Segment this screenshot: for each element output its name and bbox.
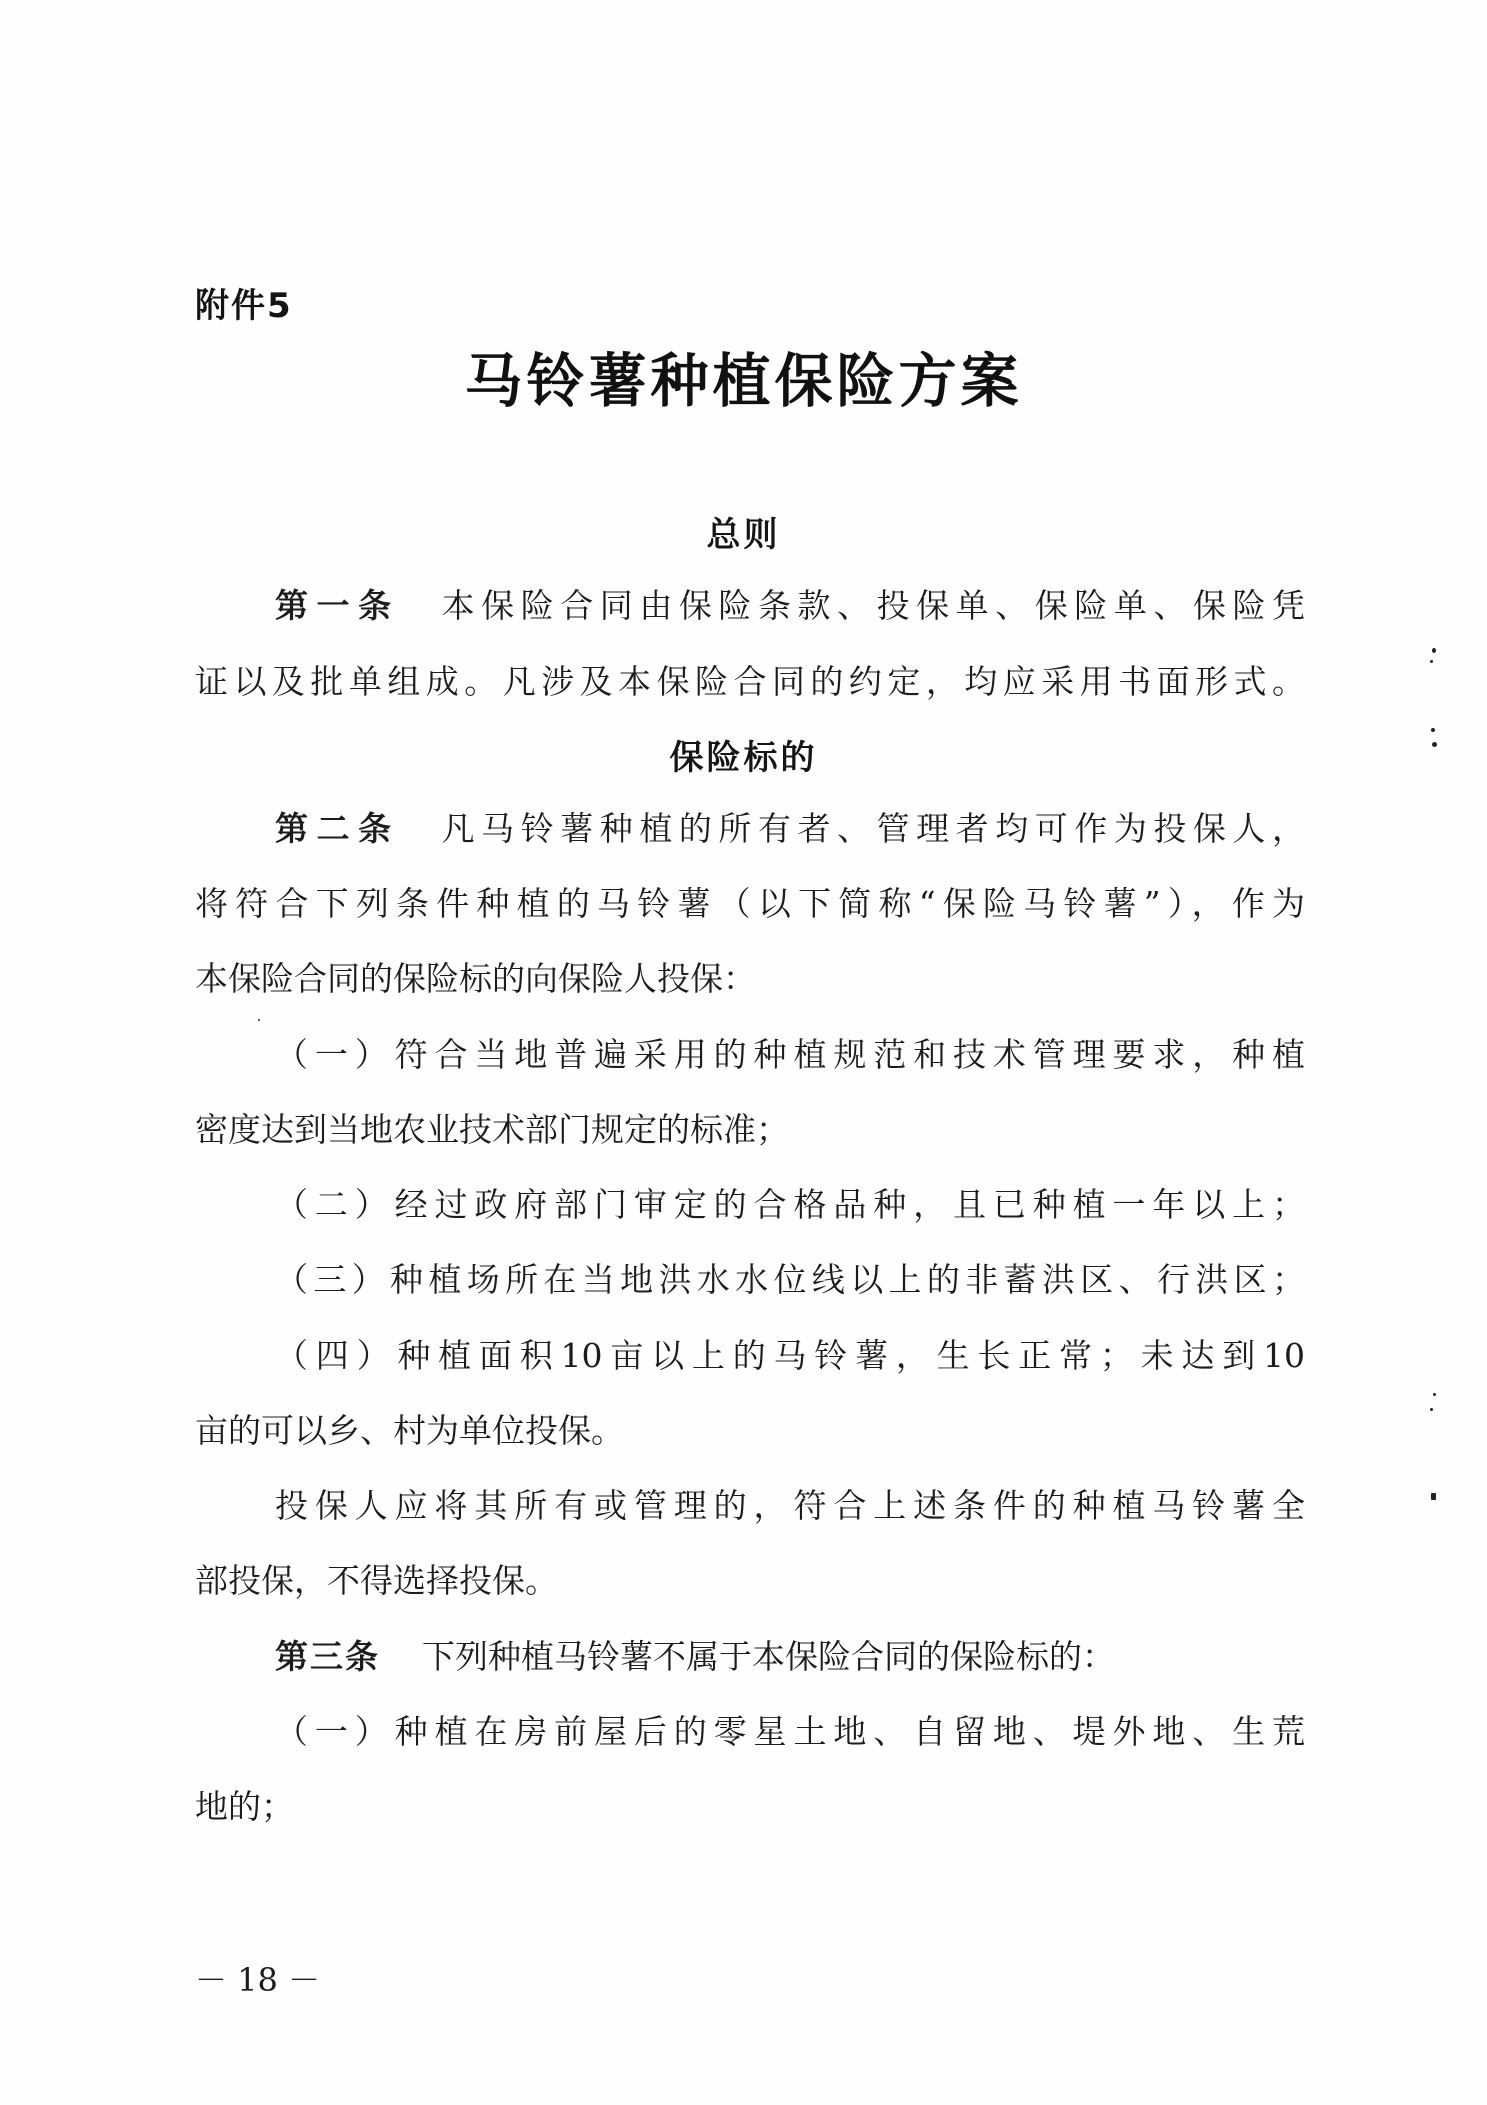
scan-speck xyxy=(1432,742,1437,747)
scan-speck xyxy=(1433,1393,1436,1396)
scan-speck xyxy=(1430,1408,1433,1411)
article-1-label: 第一条 xyxy=(275,586,400,625)
scan-speck xyxy=(1431,728,1435,732)
article-2-item-2: （二）经过政府部门审定的合格品种，且已种植一年以上； xyxy=(275,1185,1305,1224)
section-heading-general: 总则 xyxy=(706,515,781,555)
article-3-item-1-line-2: 地的； xyxy=(195,1787,294,1826)
scan-speck xyxy=(1431,1493,1436,1500)
article-3-label: 第三条 xyxy=(275,1637,380,1676)
section-heading-subject: 保险标的 xyxy=(669,738,818,778)
article-2-note-line-1: 投保人应将其所有或管理的，符合上述条件的种植马铃薯全 xyxy=(275,1486,1305,1525)
article-2-line-3: 本保险合同的保险标的向保险人投保： xyxy=(195,959,756,998)
article-2-text-1: 凡马铃薯种植的所有者、管理者均可作为投保人， xyxy=(441,809,1305,848)
article-3-text-1: 下列种植马铃薯不属于本保险合同的保险标的： xyxy=(422,1637,1115,1676)
article-1-line-2: 证以及批单组成。凡涉及本保险合同的约定，均应采用书面形式。 xyxy=(195,662,1305,701)
document-title: 马铃薯种植保险方案 xyxy=(464,347,1023,415)
article-2-item-3: （三）种植场所在当地洪水水位线以上的非蓄洪区、行洪区； xyxy=(275,1260,1305,1299)
article-1-line-1 xyxy=(275,582,1305,630)
article-2-item-1-line-1: （一）符合当地普遍采用的种植规范和技术管理要求，种植 xyxy=(275,1035,1305,1074)
scan-speck xyxy=(258,1019,260,1021)
scan-speck xyxy=(1430,660,1433,663)
article-2-note-line-2: 部投保，不得选择投保。 xyxy=(195,1561,558,1600)
attachment-label: 附件5 xyxy=(195,286,293,326)
article-3-line-1 xyxy=(275,1633,1305,1681)
article-3-item-1-line-1: （一）种植在房前屋后的零星土地、自留地、堤外地、生荒 xyxy=(275,1712,1305,1751)
article-2-line-2: 将符合下列条件种植的马铃薯（以下简称“保险马铃薯”），作为 xyxy=(195,884,1305,923)
article-1-text-1: 本保险合同由保险条款、投保单、保险单、保险凭 xyxy=(441,586,1305,625)
article-2-line-1 xyxy=(275,805,1305,853)
page-number: － 18 － xyxy=(195,1961,321,1999)
article-2-item-1-line-2: 密度达到当地农业技术部门规定的标准； xyxy=(195,1110,789,1149)
article-2-item-4-line-1: （四）种植面积10亩以上的马铃薯，生长正常；未达到10 xyxy=(275,1336,1305,1375)
article-2-item-4-line-2: 亩的可以乡、村为单位投保。 xyxy=(195,1411,624,1450)
scan-speck xyxy=(1432,648,1436,653)
article-2-label: 第二条 xyxy=(275,809,400,848)
